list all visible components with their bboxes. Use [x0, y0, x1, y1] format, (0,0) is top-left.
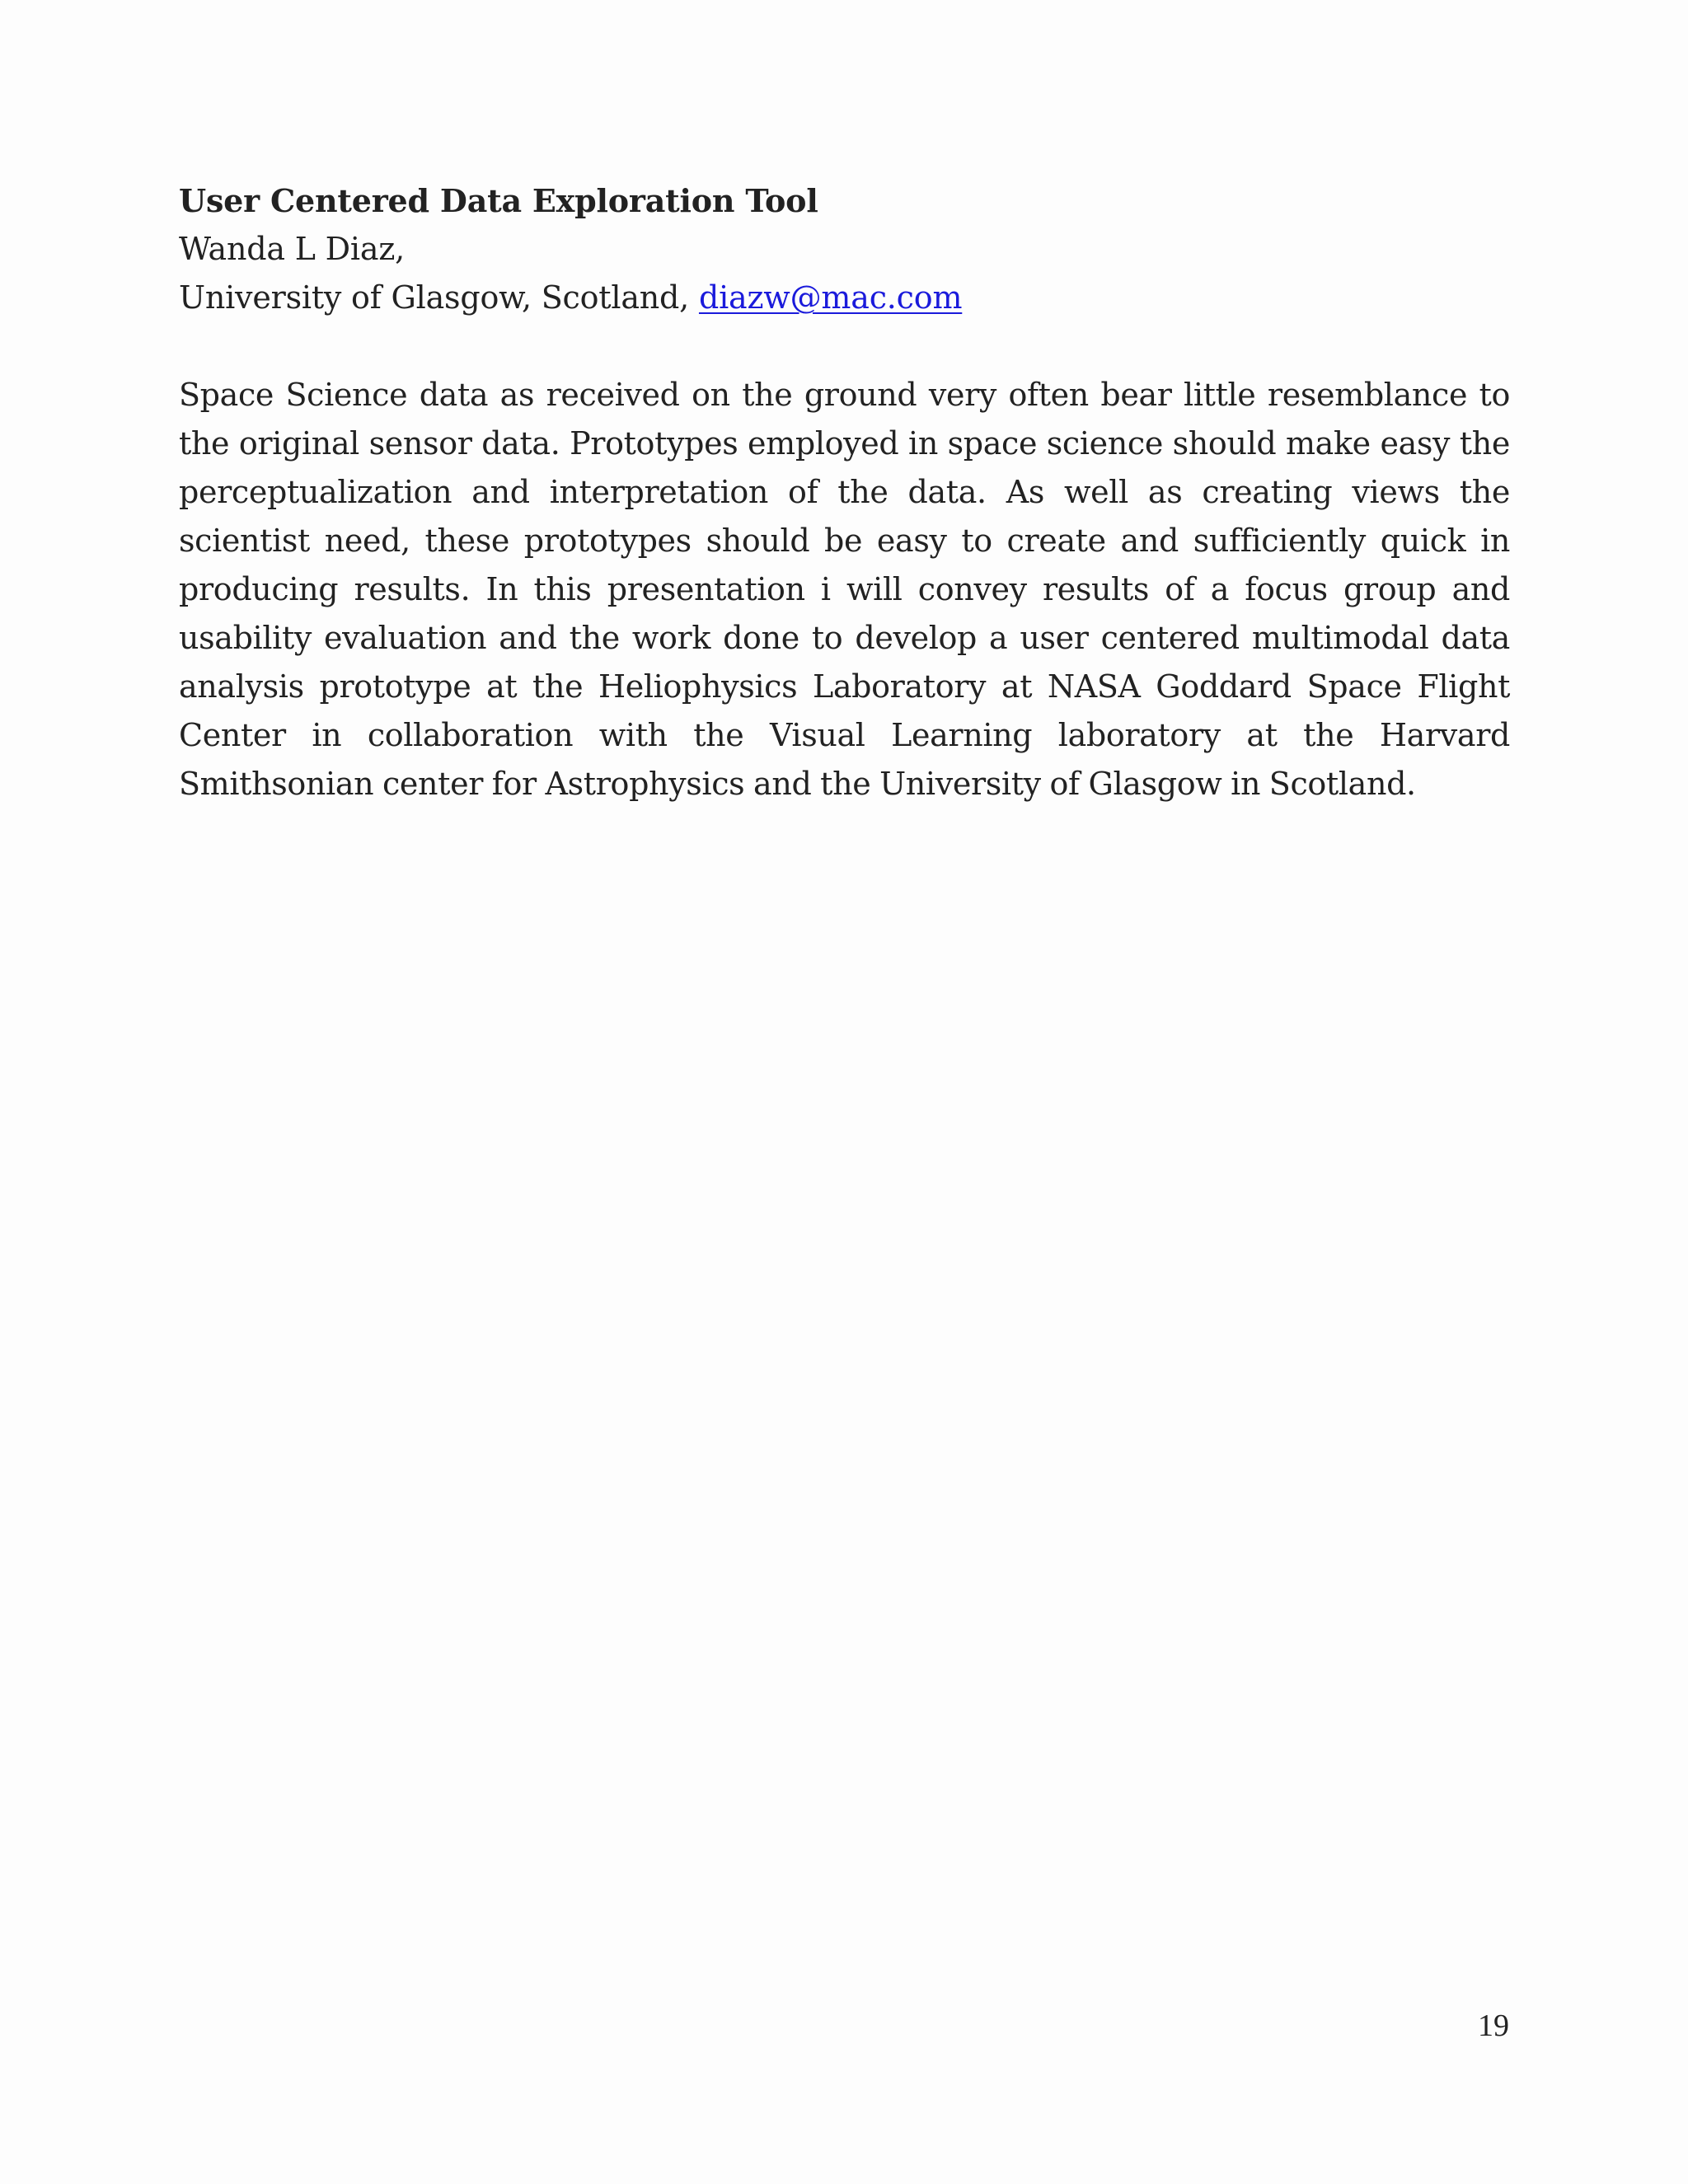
author-affiliation [179, 274, 1510, 322]
paper-title: User Centered Data Exploration Tool [179, 182, 818, 219]
abstract-text: Space Science data as received on the ground very often bear little resemblance to the original sensor data. Prototypes employed in space science should make easy the perceptualization and interpretation of the data. As well as creating views the scientist need, these prototypes should be easy to create and sufficiently quick in producing results. In this presentation i will convey results of a focus group and usability evaluation and the work done to develop a user centered multimodal data analysis prototype at the Heliophysics Laboratory at NASA Goddard Space Flight Center in collaboration with the Visual Learning laboratory at the Harvard Smithsonian center for Astrophysics and the University of Glasgow in Scotland. [179, 377, 1510, 802]
page-number: 19 [1478, 2008, 1509, 2043]
affiliation-text: University of Glasgow, Scotland, [179, 279, 699, 316]
abstract-block [179, 176, 1510, 808]
email-link[interactable]: diazw@mac.com [698, 279, 963, 316]
author-name: Wanda L Diaz, [179, 231, 406, 267]
